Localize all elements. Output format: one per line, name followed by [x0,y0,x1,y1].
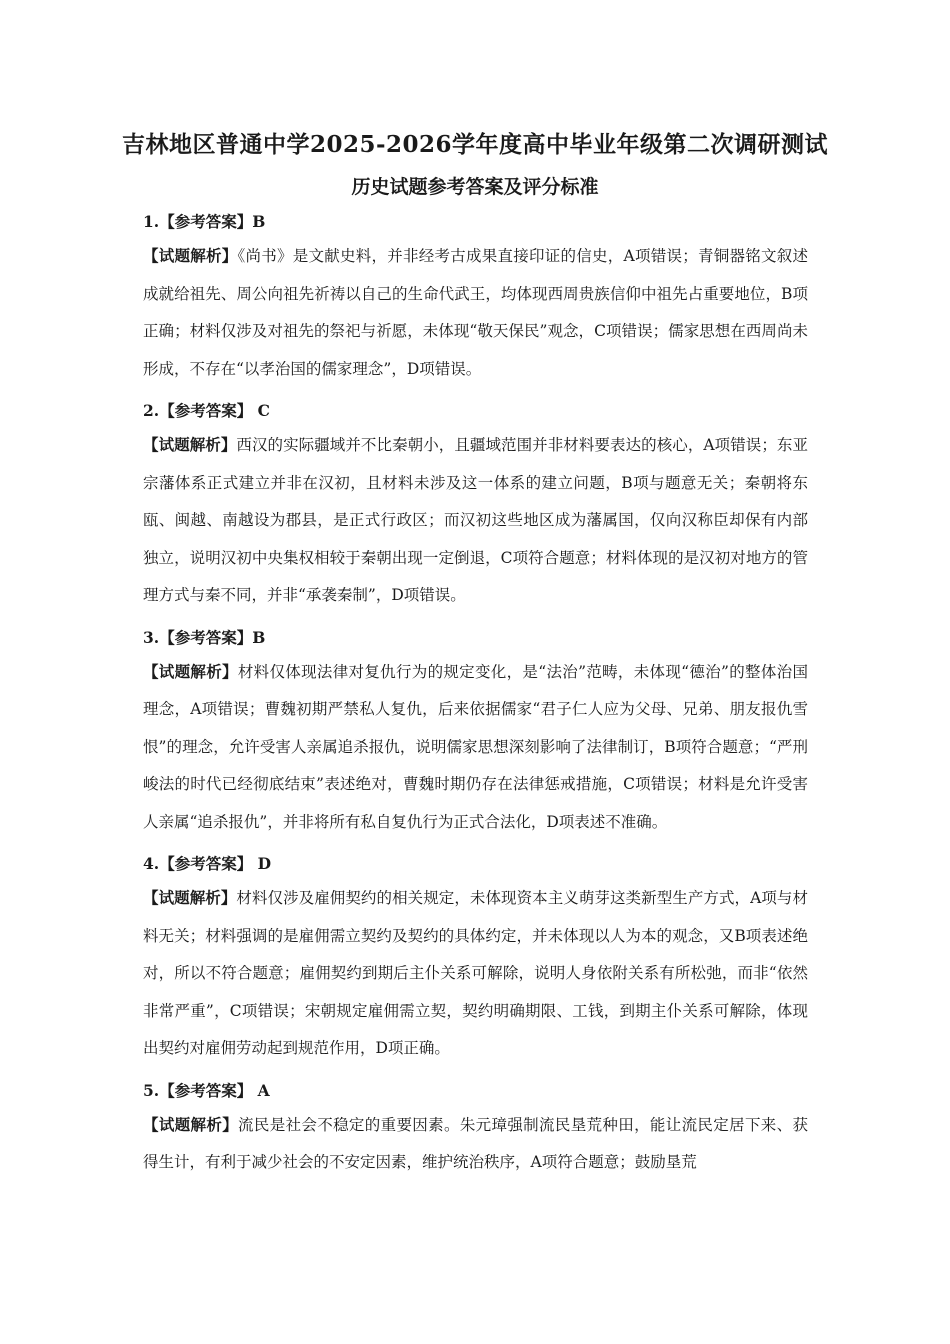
analysis-paragraph-3 [143,653,808,842]
answer-tag: 【参考答案】 [159,854,253,873]
answer-tag: 【参考答案】 [159,212,253,231]
question-number: 2. [143,401,160,420]
analysis-tag: 【试题解析】 [143,1114,239,1134]
document-subtitle: 历史试题参考答案及评分标准 [351,176,599,198]
analysis-text: 《尚书》是文献史料，并非经考古成果直接印证的信史，A项错误；青铜器铭文叙述成就给祖先、周公向祖先祈祷以自己的生命代武王，均体现西周贵族信仰中祖先占重要地位，B项正确；材料仅涉及对祖先的祭祀与祈愿，未体现“敬天保民”观念，C项错误；儒家思想在西周尚未形成，不存在“以孝治国的儒家理念”，D项错误。 [143,247,808,378]
answer-letter: B [252,212,266,231]
document-title: 吉林地区普通中学2025-2026学年度高中毕业年级第二次调研测试 [121,131,829,158]
answer-letter: C [257,401,270,420]
analysis-text: 材料仅体现法律对复仇行为的规定变化，是“法治”范畴，未体现“德治”的整体治国理念，A项错误；曹魏初期严禁私人复仇，后来依据儒家“君子仁人应为父母、兄弟、朋友报仇雪恨”的理念，允许受害人亲属追杀报仇，说明儒家思想深刻影响了法律制订，B项符合题意；“严刑峻法的时代已经彻底结束”表述绝对，曹魏时期仍存在法律惩戒措施，C项错误；材料是允许受害人亲属“追杀报仇”，并非将所有私自复仇行为正式合法化，D项表述不准确。 [143,662,808,831]
answer-line-5 [143,1076,808,1106]
analysis-text: 西汉的实际疆域并不比秦朝小，且疆域范围并非材料要表达的核心，A项错误；东亚宗藩体系正式建立并非在汉初，且材料未涉及这一体系的建立问题，B项与题意无关；秦朝将东瓯、闽越、南越设为郡县，是正式行政区；而汉初这些地区成为藩属国，仅向汉称臣却保有内部独立，说明汉初中央集权相较于秦朝出现一定倒退，C项符合题意；材料体现的是汉初对地方的管理方式与秦不同，并非“承袭秦制”，D项错误。 [143,436,808,604]
analysis-paragraph-4 [143,879,808,1068]
answer-tag: 【参考答案】 [159,1080,253,1100]
analysis-paragraph-1 [143,237,808,388]
answer-tag: 【参考答案】 [159,627,253,647]
analysis-text: 材料仅涉及雇佣契约的相关规定，未体现资本主义萌芽这类新型生产方式，A项与材料无关；材料强调的是雇佣需立契约及契约的具体约定，并未体现以人为本的观念，又B项表述绝对，所以不符合题意；雇佣契约到期后主仆关系可解除，说明人身依附关系有所松弛，而非“依然非常严重”，C项错误；宋朝规定雇佣需立契，契约明确期限、工钱，到期主仆关系可解除，体现出契约对雇佣劳动起到规范作用，D项正确。 [143,889,808,1057]
question-number: 3. [143,627,160,647]
analysis-tag: 【试题解析】 [143,435,237,454]
answer-line-4 [143,849,808,879]
analysis-paragraph-2 [143,426,808,615]
question-number: 5. [143,1080,160,1100]
answer-line-3 [143,623,808,653]
answer-list [143,207,808,1182]
answer-letter: B [252,627,266,647]
analysis-tag: 【试题解析】 [143,888,237,907]
analysis-text: 流民是社会不稳定的重要因素。朱元璋强制流民垦荒种田，能让流民定居下来、获得生计，有利于减少社会的不安定因素，维护统治秩序，A项符合题意；鼓励垦荒 [143,1115,808,1171]
answer-tag: 【参考答案】 [159,401,253,420]
answer-letter: A [257,1080,270,1100]
analysis-tag: 【试题解析】 [143,661,238,681]
answer-line-1 [143,207,808,237]
question-number: 1. [143,212,160,231]
answer-letter: D [257,854,272,873]
analysis-paragraph-5 [143,1106,808,1182]
answer-line-2 [143,396,808,426]
analysis-tag: 【试题解析】 [143,246,238,265]
question-number: 4. [143,854,160,873]
